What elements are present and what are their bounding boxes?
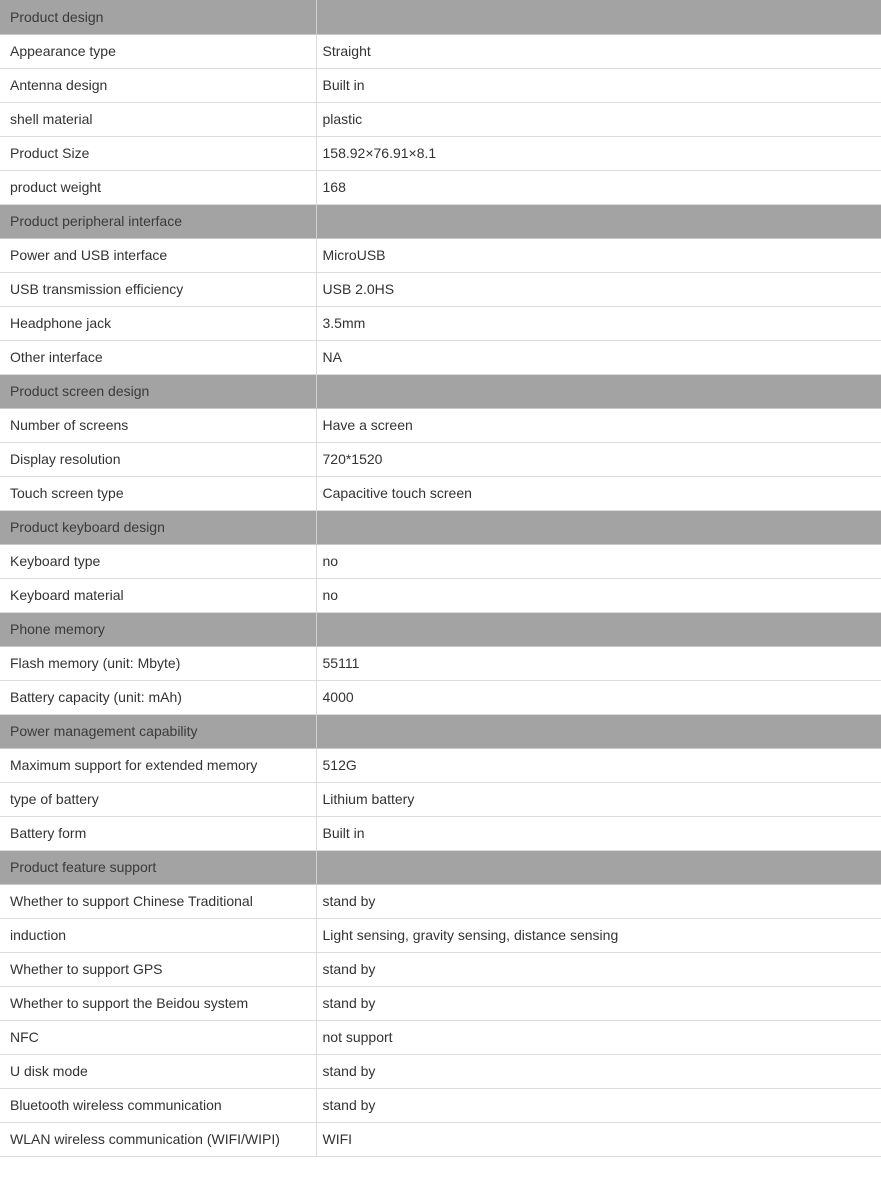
table-row [0, 1054, 881, 1088]
table-row [0, 1020, 881, 1054]
spec-label: NFC [0, 1020, 316, 1054]
section-value-empty [316, 374, 881, 408]
spec-label: Whether to support Chinese Traditional [0, 884, 316, 918]
spec-label: Battery form [0, 816, 316, 850]
table-row [0, 34, 881, 68]
table-row [0, 986, 881, 1020]
table-row [0, 782, 881, 816]
spec-value: Have a screen [316, 408, 881, 442]
section-value-empty [316, 510, 881, 544]
spec-label: Keyboard type [0, 544, 316, 578]
table-row [0, 340, 881, 374]
spec-label: Power and USB interface [0, 238, 316, 272]
spec-value: not support [316, 1020, 881, 1054]
table-row [0, 306, 881, 340]
section-header [0, 204, 881, 238]
table-row [0, 272, 881, 306]
spec-label: Whether to support the Beidou system [0, 986, 316, 1020]
table-row [0, 544, 881, 578]
table-row [0, 884, 881, 918]
table-row [0, 1122, 881, 1156]
spec-value: NA [316, 340, 881, 374]
spec-value: Built in [316, 68, 881, 102]
spec-label: Touch screen type [0, 476, 316, 510]
spec-value: USB 2.0HS [316, 272, 881, 306]
spec-label: Whether to support GPS [0, 952, 316, 986]
table-row [0, 646, 881, 680]
spec-value: 55111 [316, 646, 881, 680]
spec-value: no [316, 544, 881, 578]
table-row [0, 238, 881, 272]
spec-value: Straight [316, 34, 881, 68]
spec-label: Flash memory (unit: Mbyte) [0, 646, 316, 680]
table-row [0, 170, 881, 204]
spec-value: stand by [316, 952, 881, 986]
section-value-empty [316, 612, 881, 646]
spec-value: no [316, 578, 881, 612]
spec-label: U disk mode [0, 1054, 316, 1088]
spec-label: Appearance type [0, 34, 316, 68]
table-row [0, 68, 881, 102]
spec-label: Bluetooth wireless communication [0, 1088, 316, 1122]
section-title: Product design [0, 0, 316, 34]
section-value-empty [316, 850, 881, 884]
table-row [0, 408, 881, 442]
spec-label: Other interface [0, 340, 316, 374]
spec-label: type of battery [0, 782, 316, 816]
section-header [0, 714, 881, 748]
table-row [0, 952, 881, 986]
table-row [0, 918, 881, 952]
spec-value: 168 [316, 170, 881, 204]
table-row [0, 136, 881, 170]
table-row [0, 578, 881, 612]
section-title: Product feature support [0, 850, 316, 884]
spec-value: WIFI [316, 1122, 881, 1156]
spec-label: Antenna design [0, 68, 316, 102]
section-title: Power management capability [0, 714, 316, 748]
spec-label: Headphone jack [0, 306, 316, 340]
section-title: Phone memory [0, 612, 316, 646]
section-title: Product peripheral interface [0, 204, 316, 238]
spec-value: 512G [316, 748, 881, 782]
section-value-empty [316, 204, 881, 238]
spec-value: Capacitive touch screen [316, 476, 881, 510]
section-title: Product keyboard design [0, 510, 316, 544]
table-row [0, 748, 881, 782]
spec-label: Number of screens [0, 408, 316, 442]
table-row [0, 1088, 881, 1122]
section-value-empty [316, 714, 881, 748]
spec-value: stand by [316, 986, 881, 1020]
spec-value: Lithium battery [316, 782, 881, 816]
table-row [0, 102, 881, 136]
section-header [0, 510, 881, 544]
spec-label: Display resolution [0, 442, 316, 476]
spec-value: MicroUSB [316, 238, 881, 272]
spec-value: stand by [316, 884, 881, 918]
spec-value: Light sensing, gravity sensing, distance sensing [316, 918, 881, 952]
spec-value: 3.5mm [316, 306, 881, 340]
spec-value: 720*1520 [316, 442, 881, 476]
section-header [0, 374, 881, 408]
spec-label: WLAN wireless communication (WIFI/WIPI) [0, 1122, 316, 1156]
spec-label: Product Size [0, 136, 316, 170]
section-header [0, 850, 881, 884]
table-row [0, 476, 881, 510]
spec-label: product weight [0, 170, 316, 204]
spec-value: stand by [316, 1054, 881, 1088]
spec-label: shell material [0, 102, 316, 136]
spec-label: Battery capacity (unit: mAh) [0, 680, 316, 714]
spec-label: induction [0, 918, 316, 952]
spec-value: 4000 [316, 680, 881, 714]
spec-value: stand by [316, 1088, 881, 1122]
spec-label: Maximum support for extended memory [0, 748, 316, 782]
section-header [0, 0, 881, 34]
spec-value: Built in [316, 816, 881, 850]
spec-label: USB transmission efficiency [0, 272, 316, 306]
table-row [0, 442, 881, 476]
section-value-empty [316, 0, 881, 34]
table-row [0, 680, 881, 714]
section-title: Product screen design [0, 374, 316, 408]
spec-label: Keyboard material [0, 578, 316, 612]
spec-value: 158.92×76.91×8.1 [316, 136, 881, 170]
table-row [0, 816, 881, 850]
spec-value: plastic [316, 102, 881, 136]
section-header [0, 612, 881, 646]
